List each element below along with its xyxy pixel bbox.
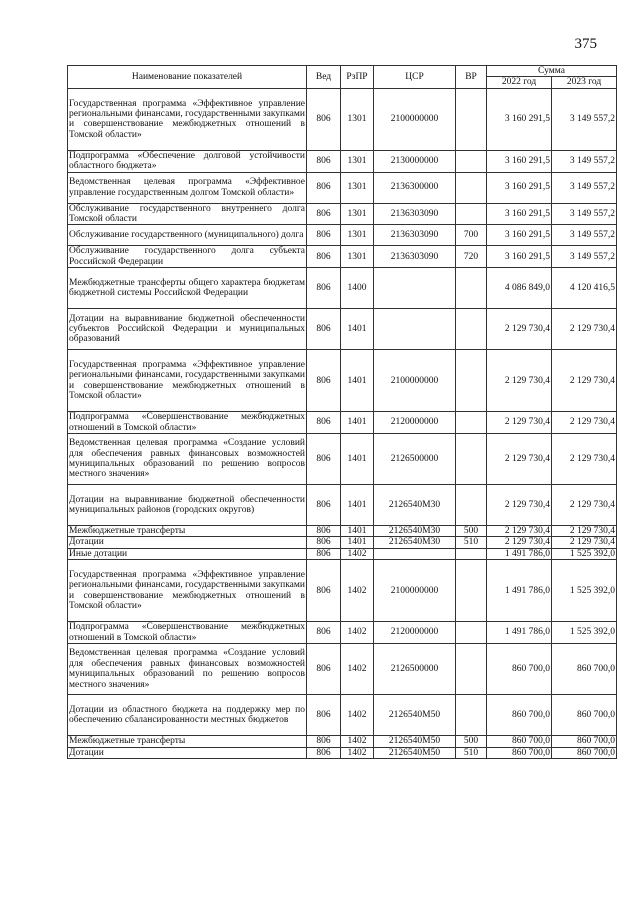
cell-ved: 806 — [307, 246, 341, 268]
header-vr: ВР — [456, 66, 487, 89]
cell-name: Обслуживание государственного (муниципального) долга — [68, 225, 307, 246]
cell-sum-2023: 860 700,0 — [552, 747, 617, 758]
cell-csr: 2100000000 — [374, 560, 456, 622]
cell-rzpr: 1401 — [341, 434, 374, 485]
cell-ved: 806 — [307, 736, 341, 747]
cell-sum-2023: 2 129 730,4 — [552, 412, 617, 434]
cell-rzpr: 1401 — [341, 537, 374, 548]
cell-rzpr: 1301 — [341, 225, 374, 246]
cell-rzpr: 1401 — [341, 485, 374, 526]
cell-name: Дотации из областного бюджета на поддержку мер по обеспечению сбалансированности местных бюджетов — [68, 695, 307, 736]
cell-name: Обслуживание государственного внутреннего долга Томской области — [69, 203, 305, 225]
cell-ved: 806 — [307, 537, 341, 548]
header-year-2023: 2023 год — [552, 77, 617, 88]
cell-sum-2022: 860 700,0 — [487, 736, 552, 747]
cell-sum-2022: 2 129 730,4 — [487, 350, 552, 412]
cell-sum-2022: 1 491 786,0 — [487, 622, 552, 644]
cell-vr: 510 — [456, 747, 487, 758]
header-year-2022: 2022 год — [487, 77, 552, 88]
cell-vr: 700 — [456, 225, 487, 246]
cell-csr: 2126540М30 — [374, 526, 456, 537]
header-ved: Вед — [307, 66, 341, 89]
cell-rzpr: 1301 — [341, 172, 374, 203]
cell-csr: 2136303090 — [374, 246, 456, 268]
cell-sum-2023: 1 525 392,0 — [552, 548, 617, 559]
cell-name: Обслуживание государственного долга субъекта Российской Федерации — [69, 246, 305, 267]
cell-ved: 806 — [307, 548, 341, 559]
cell-sum-2022: 3 160 291,5 — [487, 172, 552, 203]
cell-ved: 806 — [307, 88, 341, 150]
table-row — [68, 88, 617, 150]
cell-name: Межбюджетные трансферты — [68, 526, 307, 537]
cell-name: Межбюджетные трансферты общего характера бюджетам бюджетной системы Российской Федерации — [68, 268, 307, 309]
cell-rzpr: 1301 — [341, 246, 374, 268]
table-row — [68, 644, 617, 695]
cell-ved: 806 — [307, 203, 341, 225]
cell-sum-2023: 860 700,0 — [552, 695, 617, 736]
cell-sum-2022: 860 700,0 — [487, 644, 552, 695]
cell-name: Ведомственная целевая программа «Создание условий для обеспечения равных финансовых возможностей муниципальных образований по решению вопросов местного значения» — [68, 644, 307, 695]
cell-csr: 2126540М30 — [374, 537, 456, 548]
header-name: Наименование показателей — [68, 66, 307, 89]
cell-vr: 500 — [456, 526, 487, 537]
cell-csr — [374, 548, 456, 559]
cell-csr: 2126540М50 — [374, 747, 456, 758]
cell-name: Подпрограмма «Совершенствование межбюджетных отношений в Томской области» — [69, 412, 305, 433]
header-sum: Сумма — [487, 66, 617, 77]
cell-rzpr: 1402 — [341, 747, 374, 758]
cell-sum-2022: 4 086 849,0 — [487, 268, 552, 309]
budget-table — [67, 65, 617, 759]
cell-ved: 806 — [307, 560, 341, 622]
cell-ved: 806 — [307, 350, 341, 412]
cell-rzpr: 1401 — [341, 309, 374, 350]
cell-csr: 2126540М50 — [374, 695, 456, 736]
cell-csr: 2126500000 — [374, 434, 456, 485]
cell-sum-2022: 860 700,0 — [487, 695, 552, 736]
cell-sum-2023: 3 149 557,2 — [552, 150, 617, 172]
cell-vr — [456, 203, 487, 225]
cell-sum-2022: 860 700,0 — [487, 747, 552, 758]
cell-rzpr: 1402 — [341, 548, 374, 559]
cell-sum-2022: 3 160 291,5 — [487, 246, 552, 268]
table-row — [68, 203, 617, 225]
cell-csr: 2100000000 — [374, 350, 456, 412]
cell-ved: 806 — [307, 434, 341, 485]
cell-name: Государственная программа «Эффективное управление региональными финансами, государственными закупками и совершенствование межбюджетных отношений в Томской области» — [68, 350, 307, 412]
table-row — [68, 434, 617, 485]
cell-vr — [456, 485, 487, 526]
cell-name: Дотации — [68, 747, 307, 758]
table-row — [68, 537, 617, 548]
cell-csr: 2120000000 — [374, 412, 456, 434]
cell-rzpr: 1402 — [341, 560, 374, 622]
cell-csr: 2100000000 — [374, 88, 456, 150]
cell-rzpr: 1301 — [341, 150, 374, 172]
cell-csr: 2136303090 — [374, 203, 456, 225]
cell-ved: 806 — [307, 644, 341, 695]
cell-sum-2022: 1 491 786,0 — [487, 548, 552, 559]
cell-csr: 2130000000 — [374, 150, 456, 172]
cell-rzpr: 1402 — [341, 736, 374, 747]
cell-name: Подпрограмма «Совершенствование межбюджетных отношений в Томской области» — [69, 622, 305, 643]
cell-ved: 806 — [307, 622, 341, 644]
table-row — [68, 309, 617, 350]
cell-ved: 806 — [307, 485, 341, 526]
table-row — [68, 225, 617, 246]
cell-vr — [456, 548, 487, 559]
cell-sum-2022: 2 129 730,4 — [487, 412, 552, 434]
cell-rzpr: 1301 — [341, 203, 374, 225]
cell-name: Межбюджетные трансферты — [68, 736, 307, 747]
cell-name: Государственная программа «Эффективное управление региональными финансами, государственными закупками и совершенствование межбюджетных отношений в Томской области» — [68, 88, 307, 150]
cell-sum-2023: 1 525 392,0 — [552, 560, 617, 622]
cell-sum-2023: 860 700,0 — [552, 736, 617, 747]
cell-vr — [456, 172, 487, 203]
cell-name: Дотации на выравнивание бюджетной обеспеченности муниципальных районов (городских округов) — [68, 485, 307, 526]
table-row — [68, 560, 617, 622]
cell-vr — [456, 695, 487, 736]
cell-name: Подпрограмма «Обеспечение долговой устойчивости областного бюджета» — [69, 150, 305, 172]
cell-csr: 2126540М30 — [374, 485, 456, 526]
cell-csr: 2120000000 — [374, 622, 456, 644]
table-row — [68, 526, 617, 537]
table-row — [68, 412, 617, 434]
table-row — [68, 350, 617, 412]
cell-name: Дотации на выравнивание бюджетной обеспеченности субъектов Российской Федерации и муниципальных образований — [68, 309, 307, 350]
cell-name: Ведомственная целевая программа «Создание условий для обеспечения равных финансовых возможностей муниципальных образований по решению вопросов местного значения» — [68, 434, 307, 485]
cell-ved: 806 — [307, 412, 341, 434]
header-csr: ЦСР — [374, 66, 456, 89]
cell-sum-2022: 2 129 730,4 — [487, 526, 552, 537]
cell-sum-2022: 2 129 730,4 — [487, 485, 552, 526]
table-row — [68, 736, 617, 747]
cell-vr — [456, 412, 487, 434]
cell-sum-2023: 3 149 557,2 — [552, 225, 617, 246]
cell-ved: 806 — [307, 747, 341, 758]
cell-vr — [456, 560, 487, 622]
cell-sum-2022: 1 491 786,0 — [487, 560, 552, 622]
cell-vr: 500 — [456, 736, 487, 747]
cell-vr — [456, 434, 487, 485]
cell-ved: 806 — [307, 150, 341, 172]
table-row — [68, 622, 617, 644]
cell-name: Государственная программа «Эффективное управление региональными финансами, государственными закупками и совершенствование межбюджетных отношений в Томской области» — [68, 560, 307, 622]
cell-rzpr: 1402 — [341, 644, 374, 695]
cell-sum-2022: 3 160 291,5 — [487, 225, 552, 246]
cell-sum-2023: 2 129 730,4 — [552, 434, 617, 485]
table-row — [68, 695, 617, 736]
cell-sum-2023: 860 700,0 — [552, 644, 617, 695]
cell-sum-2023: 3 149 557,2 — [552, 172, 617, 203]
page-number: 375 — [574, 36, 597, 52]
cell-csr: 2136303090 — [374, 225, 456, 246]
cell-sum-2023: 2 129 730,4 — [552, 526, 617, 537]
cell-rzpr: 1301 — [341, 88, 374, 150]
cell-csr: 2136300000 — [374, 172, 456, 203]
cell-sum-2023: 1 525 392,0 — [552, 622, 617, 644]
cell-sum-2023: 3 149 557,2 — [552, 203, 617, 225]
cell-vr — [456, 350, 487, 412]
cell-csr: 2126500000 — [374, 644, 456, 695]
cell-sum-2022: 2 129 730,4 — [487, 434, 552, 485]
table-row — [68, 485, 617, 526]
cell-sum-2022: 2 129 730,4 — [487, 537, 552, 548]
cell-sum-2023: 4 120 416,5 — [552, 268, 617, 309]
cell-name: Иные дотации — [68, 548, 307, 559]
cell-sum-2022: 2 129 730,4 — [487, 309, 552, 350]
table-body — [68, 88, 617, 758]
table-row — [68, 150, 617, 172]
table-row — [68, 747, 617, 758]
cell-sum-2023: 3 149 557,2 — [552, 88, 617, 150]
cell-ved: 806 — [307, 268, 341, 309]
cell-ved: 806 — [307, 309, 341, 350]
cell-rzpr: 1402 — [341, 622, 374, 644]
cell-vr — [456, 150, 487, 172]
cell-rzpr: 1402 — [341, 695, 374, 736]
cell-vr: 510 — [456, 537, 487, 548]
cell-name: Дотации — [68, 537, 307, 548]
cell-csr: 2126540М50 — [374, 736, 456, 747]
cell-sum-2023: 2 129 730,4 — [552, 350, 617, 412]
cell-vr — [456, 644, 487, 695]
cell-ved: 806 — [307, 225, 341, 246]
table-row — [68, 268, 617, 309]
cell-sum-2022: 3 160 291,5 — [487, 150, 552, 172]
table-row — [68, 548, 617, 559]
cell-vr — [456, 88, 487, 150]
table-row — [68, 246, 617, 268]
cell-rzpr: 1401 — [341, 526, 374, 537]
cell-csr — [374, 268, 456, 309]
table-row — [68, 172, 617, 203]
cell-sum-2023: 3 149 557,2 — [552, 246, 617, 268]
cell-rzpr: 1401 — [341, 412, 374, 434]
cell-vr — [456, 622, 487, 644]
cell-csr — [374, 309, 456, 350]
cell-sum-2022: 3 160 291,5 — [487, 203, 552, 225]
cell-sum-2023: 2 129 730,4 — [552, 309, 617, 350]
cell-name: Ведомственная целевая программа «Эффективное управление государственным долгом Томской области» — [68, 172, 307, 203]
cell-sum-2023: 2 129 730,4 — [552, 485, 617, 526]
cell-ved: 806 — [307, 172, 341, 203]
cell-rzpr: 1400 — [341, 268, 374, 309]
cell-vr — [456, 268, 487, 309]
cell-sum-2023: 2 129 730,4 — [552, 537, 617, 548]
cell-ved: 806 — [307, 695, 341, 736]
cell-ved: 806 — [307, 526, 341, 537]
cell-vr: 720 — [456, 246, 487, 268]
header-rzpr: РзПР — [341, 66, 374, 89]
cell-vr — [456, 309, 487, 350]
cell-rzpr: 1401 — [341, 350, 374, 412]
cell-sum-2022: 3 160 291,5 — [487, 88, 552, 150]
